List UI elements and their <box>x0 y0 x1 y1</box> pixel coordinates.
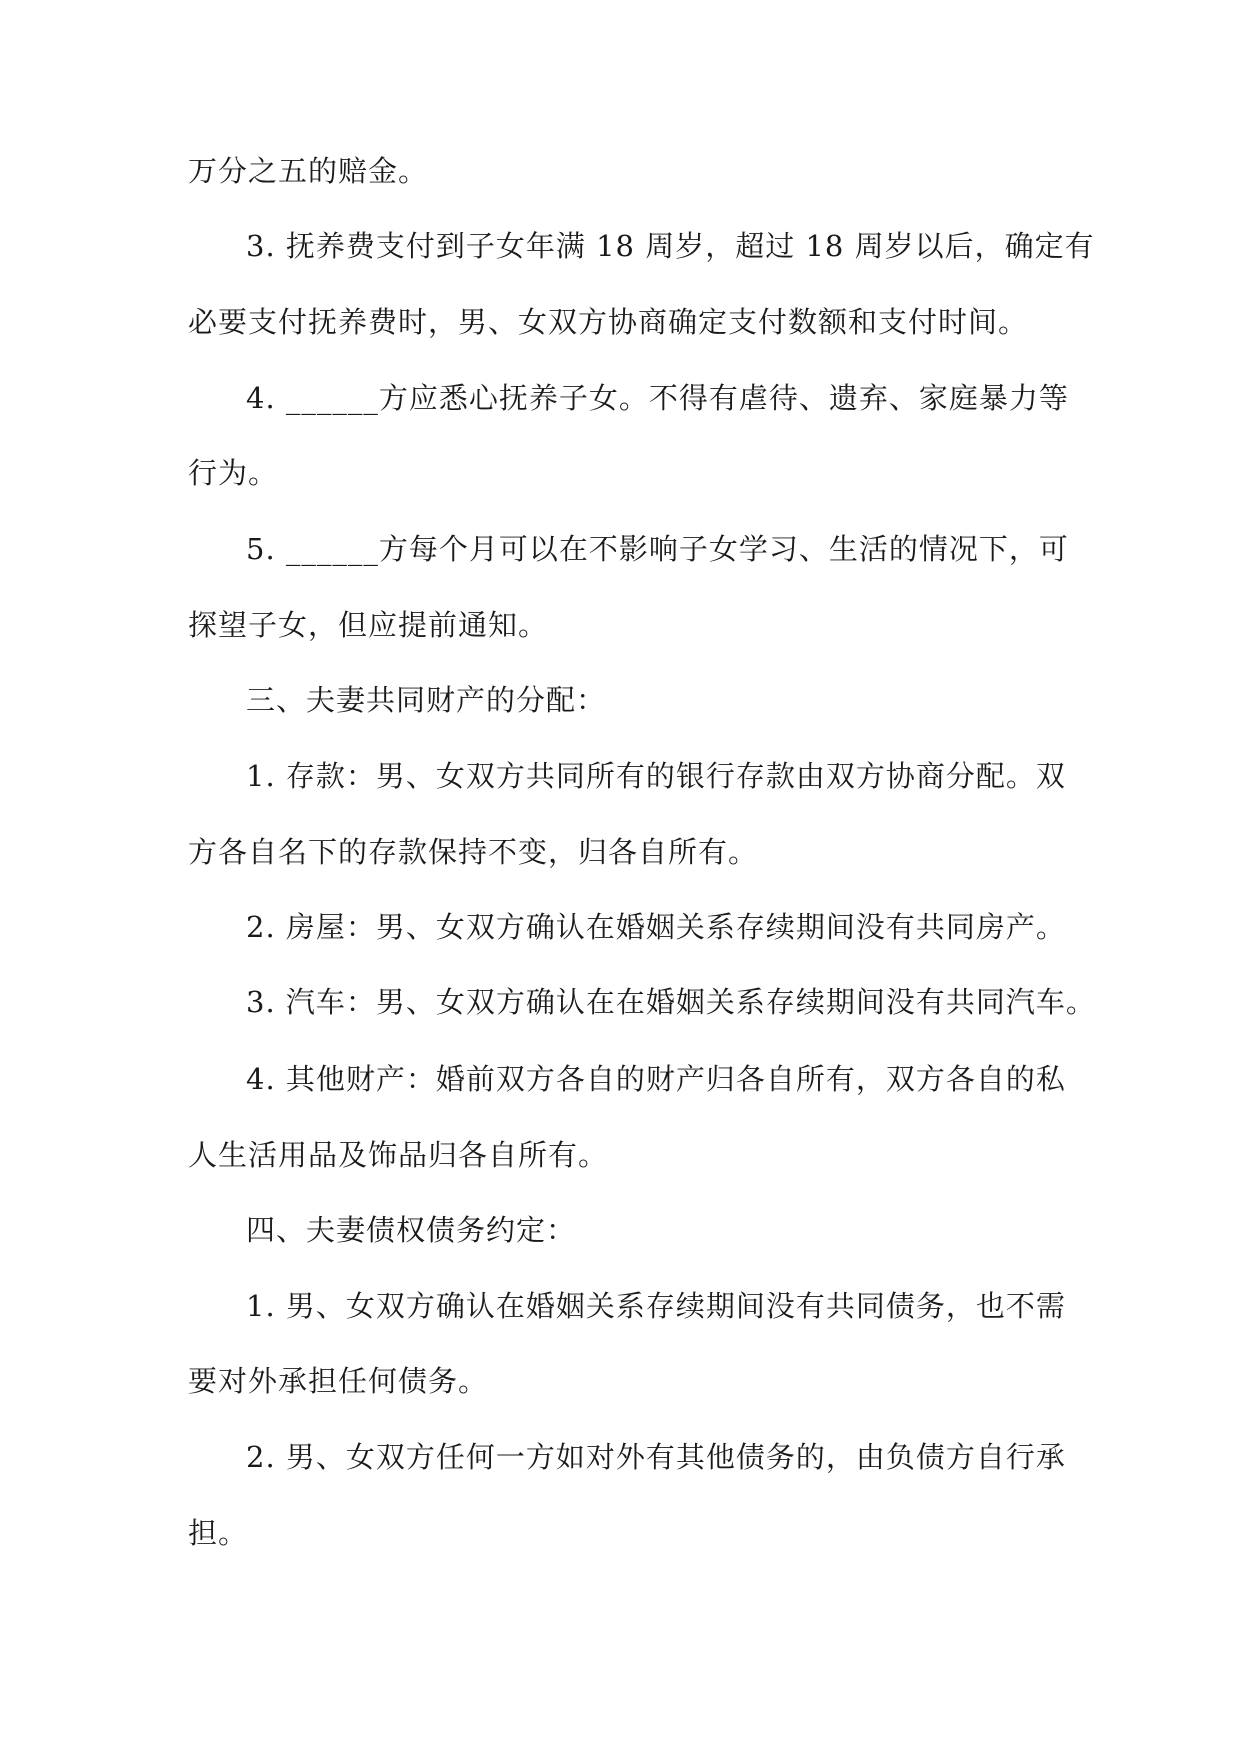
list-item-car: 3. 汽车：男、女双方确认在在婚姻关系存续期间没有共同汽车。 <box>246 985 1096 1019</box>
text-line: 必要支付抚养费时，男、女双方协商确定支付数额和支付时间。 <box>188 305 1029 339</box>
text-line: 万分之五的赔金。 <box>188 154 429 188</box>
text-line: 探望子女，但应提前通知。 <box>188 608 549 642</box>
section-heading-property: 三、夫妻共同财产的分配： <box>246 683 607 717</box>
list-item-no-joint-debt: 1. 男、女双方确认在婚姻关系存续期间没有共同债务，也不需 <box>246 1289 1066 1323</box>
text-line: 要对外承担任何债务。 <box>188 1364 489 1398</box>
text-line: 行为。 <box>188 456 279 490</box>
text-line: 担。 <box>188 1516 249 1550</box>
text-line: 方各自名下的存款保持不变，归各自所有。 <box>188 835 759 869</box>
section-heading-debts: 四、夫妻债权债务约定： <box>246 1213 577 1247</box>
list-item-deposits: 1. 存款：男、女双方共同所有的银行存款由双方协商分配。双 <box>246 759 1066 793</box>
list-item-individual-debt: 2. 男、女双方任何一方如对外有其他债务的，由负债方自行承 <box>246 1440 1066 1474</box>
list-item-other-property: 4. 其他财产：婚前双方各自的财产归各自所有，双方各自的私 <box>246 1062 1066 1096</box>
list-item-child-support-age: 3. 抚养费支付到子女年满 18 周岁，超过 18 周岁以后，确定有 <box>246 229 1095 263</box>
list-item-care-duty: 4. ______方应悉心抚养子女。不得有虐待、遗弃、家庭暴力等 <box>246 381 1069 415</box>
list-item-house: 2. 房屋：男、女双方确认在婚姻关系存续期间没有共同房产。 <box>246 910 1066 944</box>
list-item-visitation: 5. ______方每个月可以在不影响子女学习、生活的情况下，可 <box>246 532 1069 566</box>
text-line: 人生活用品及饰品归各自所有。 <box>188 1138 609 1172</box>
